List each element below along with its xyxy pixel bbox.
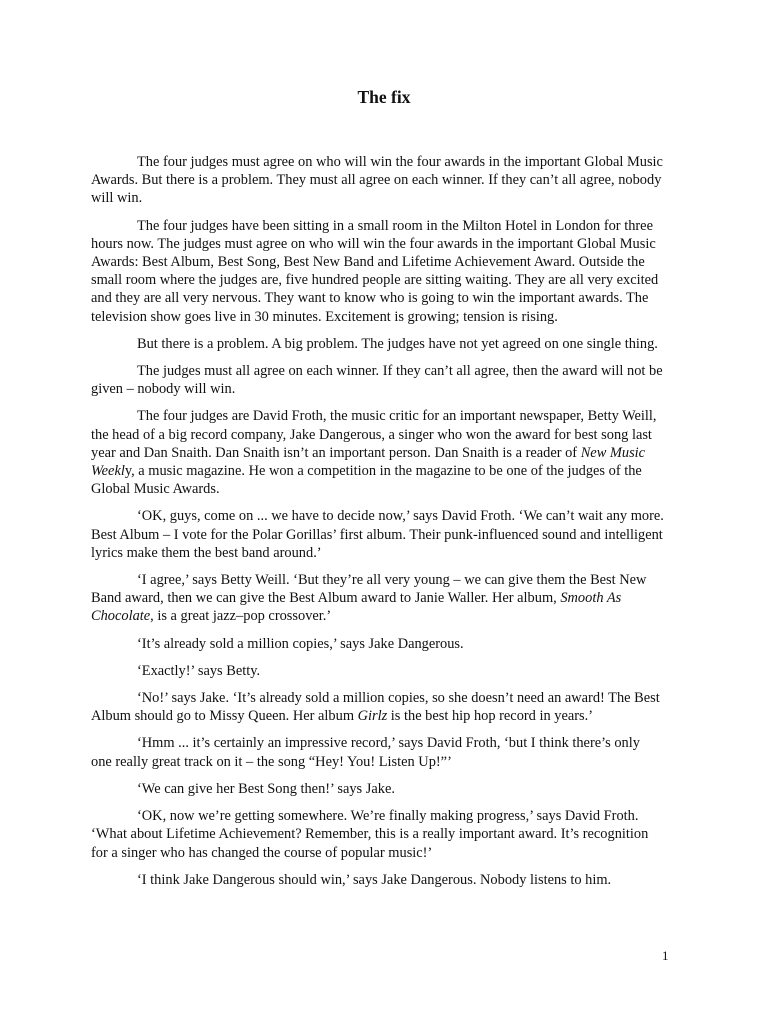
document-body — [91, 153, 664, 898]
paragraph-text: The judges must all agree on each winner. If they can’t all agree, then the award will not be given – nobody will win. — [91, 363, 663, 398]
body-paragraph — [91, 507, 664, 562]
body-paragraph — [91, 807, 664, 862]
paragraph-text: is the best hip hop record in years.’ — [387, 708, 594, 725]
paragraph-text: ‘Hmm ... it’s certainly an impressive record,’ says David Froth, ‘but I think there’s only one really great track on it – the song “Hey! You! Listen Up!”’ — [91, 735, 640, 770]
paragraph-text: But there is a problem. A big problem. The judges have not yet agreed on one single thing. — [137, 335, 658, 352]
italic-title-text: Smooth As Chocolate — [91, 590, 622, 625]
paragraph-text: The four judges have been sitting in a small room in the Milton Hotel in London for three hours now. The judges must agree on who will win the four awards in the important Global Music Awards: Best Album, Best Song, Best New Band and Lifetime Achievement Award. Outside the small room where the judges are, five hundred people are sitting waiting. They are all very excited and they are all very nervous. They want to know who is going to win the important awards. The television show goes live in 30 minutes. Excitement is growing; tension is rising. — [91, 217, 659, 325]
body-paragraph — [91, 217, 664, 326]
paragraph-text: ‘OK, now we’re getting somewhere. We’re finally making progress,’ says David Froth. ‘What about Lifetime Achievement? Remember, this is a really important award. It’s recognition for a singer who has changed the course of popular music!’ — [91, 808, 649, 861]
paragraph-text: ‘It’s already sold a million copies,’ says Jake Dangerous. — [137, 635, 464, 652]
body-paragraph — [91, 734, 664, 770]
paragraph-text: The four judges must agree on who will win the four awards in the important Global Music Awards. But there is a problem. They must all agree on each winner. If they can’t all agree, nobody will win. — [91, 154, 663, 207]
body-paragraph — [91, 689, 664, 725]
body-paragraph — [91, 407, 664, 498]
body-paragraph — [91, 780, 664, 798]
body-paragraph — [91, 571, 664, 626]
body-paragraph — [91, 662, 664, 680]
body-paragraph — [91, 635, 664, 653]
paragraph-text: , is a great jazz–pop crossover.’ — [150, 608, 332, 625]
body-paragraph — [91, 153, 664, 208]
document-title: The fix — [357, 87, 411, 107]
paragraph-text: ‘We can give her Best Song then!’ says Jake. — [137, 780, 395, 797]
italic-title-text: Girlz — [357, 708, 388, 725]
paragraph-text: ‘I agree,’ says Betty Weill. ‘But they’re all very young – we can give them the Best New Band award, then we can give the Best Album award to Janie Waller. Her album, — [91, 572, 647, 607]
paragraph-text: ‘OK, guys, come on ... we have to decide now,’ says David Froth. ‘We can’t wait any more. Best Album – I vote for the Polar Gorillas’ first album. Their punk-influenced sound and intelligent lyrics make them the best band around.’ — [91, 508, 664, 561]
page-number: 1 — [662, 948, 669, 963]
body-paragraph — [91, 362, 664, 398]
paragraph-text: ‘No!’ says Jake. ‘It’s already sold a million copies, so she doesn’t need an award! The Best Album should go to Missy Queen. Her album — [91, 690, 660, 725]
paragraph-text: y, a music magazine. He won a competition in the magazine to be one of the judges of the Global Music Awards. — [91, 463, 642, 498]
body-paragraph — [91, 871, 664, 889]
italic-title-text: New Music Weekl — [91, 444, 646, 480]
paragraph-text: ‘Exactly!’ says Betty. — [137, 662, 261, 679]
paragraph-text: The four judges are David Froth, the music critic for an important newspaper, Betty Weill, the head of a big record company, Jake Dangerous, a singer who won the award for best song last year and Dan Snaith. Dan Snaith isn’t an important person. Dan Snaith is a reader of — [91, 408, 657, 461]
body-paragraph — [91, 335, 664, 353]
paragraph-text: ‘I think Jake Dangerous should win,’ says Jake Dangerous. Nobody listens to him. — [137, 871, 612, 888]
